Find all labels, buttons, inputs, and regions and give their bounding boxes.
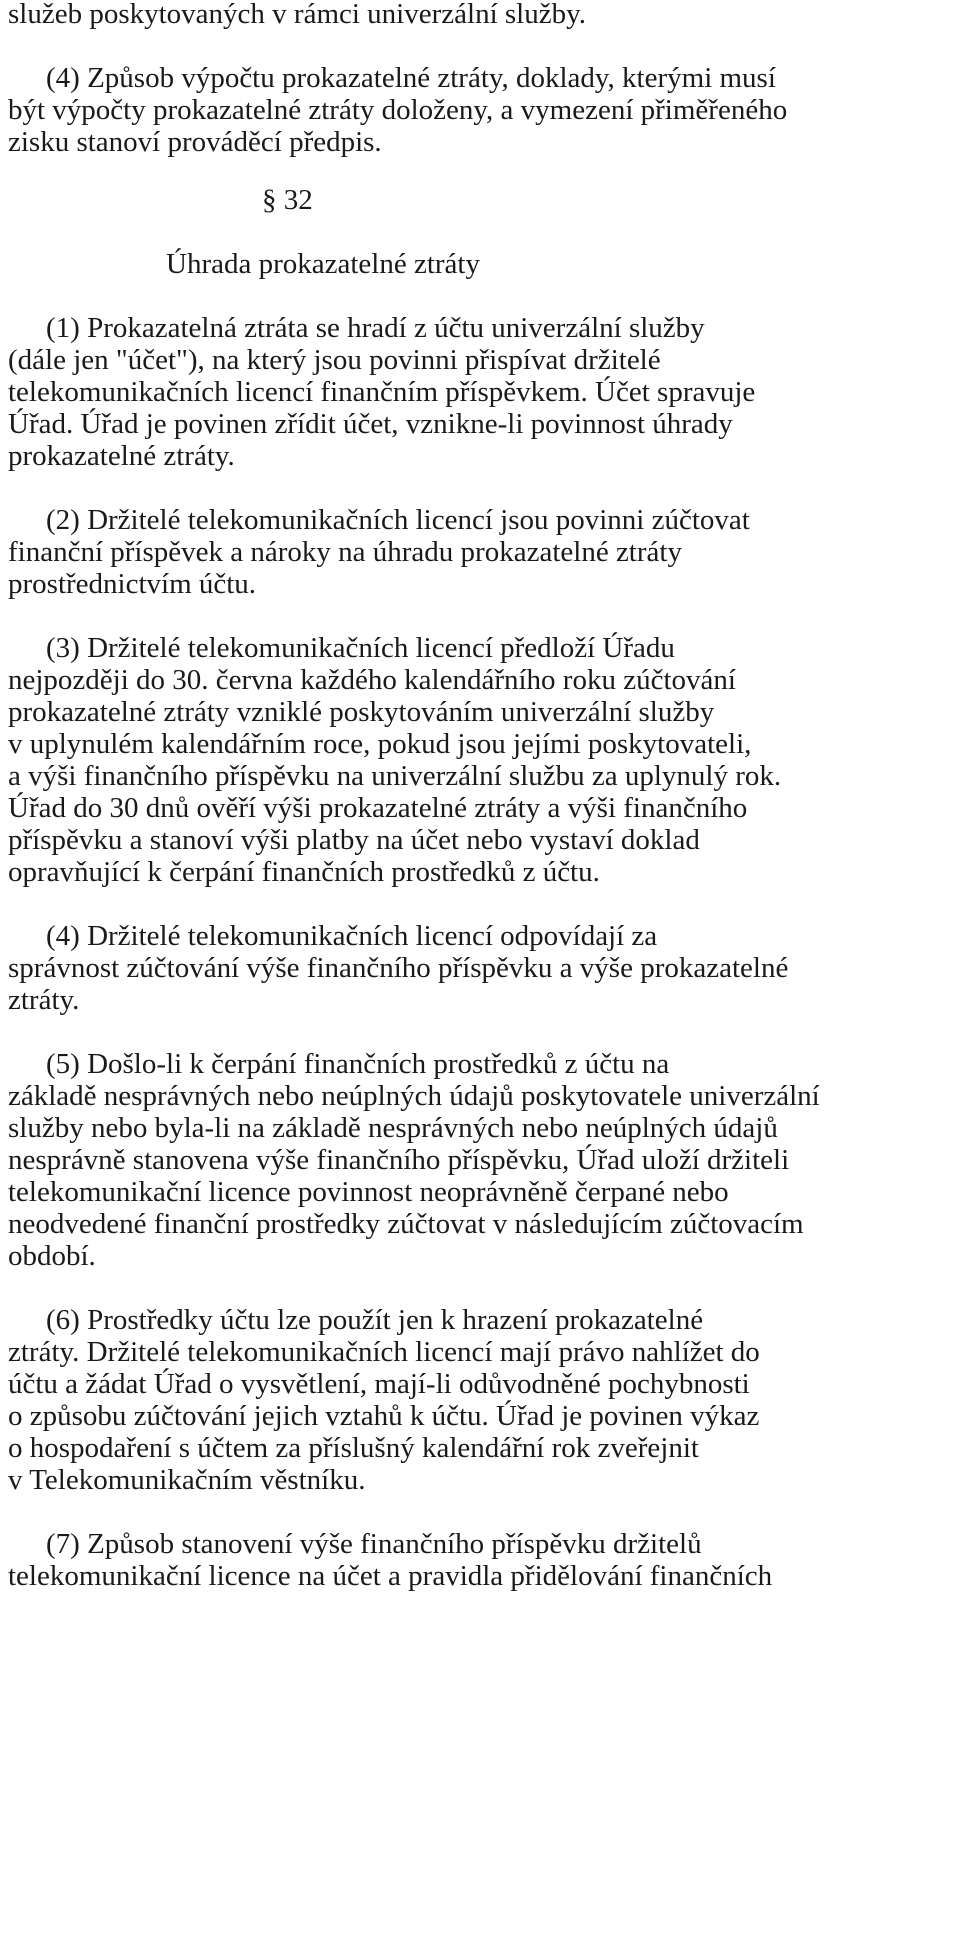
paragraph-3-line: opravňující k čerpání finančních prostředků z účtu. [8,856,600,888]
paragraph-1-line: prokazatelné ztráty. [8,440,235,472]
paragraph-5-line: základě nesprávných nebo neúplných údajů poskytovatele univerzální [8,1080,820,1112]
paragraph-6-line: o způsobu zúčtování jejich vztahů k účtu. Úřad je povinen výkaz [8,1400,760,1432]
paragraph-5-line: telekomunikační licence povinnost neoprávněně čerpané nebo [8,1176,729,1208]
paragraph-7-line: telekomunikační licence na účet a pravidla přidělování finančních [8,1560,773,1592]
paragraph-6-line: (6) Prostředky účtu lze použít jen k hrazení prokazatelné [46,1304,704,1336]
paragraph-6-line: v Telekomunikačním věstníku. [8,1464,366,1496]
intro-line: služeb poskytovaných v rámci univerzální služby. [8,0,586,30]
paragraph-5-line: nesprávně stanovena výše finančního příspěvku, Úřad uloží držiteli [8,1144,790,1176]
intro-line: být výpočty prokazatelné ztráty doloženy, a vymezení přiměřeného [8,94,788,126]
section-number: § 32 [262,184,313,216]
paragraph-1-line: (dále jen "účet"), na který jsou povinni přispívat držitelé [8,344,661,376]
paragraph-4-line: správnost zúčtování výše finančního příspěvku a výše prokazatelné [8,952,789,984]
paragraph-3-line: nejpozději do 30. června každého kalendářního roku zúčtování [8,664,736,696]
paragraph-1-line: (1) Prokazatelná ztráta se hradí z účtu univerzální služby [46,312,705,344]
paragraph-6-line: účtu a žádat Úřad o vysvětlení, mají-li odůvodněné pochybnosti [8,1368,750,1400]
section-title: Úhrada prokazatelné ztráty [166,248,480,280]
paragraph-4-line: ztráty. [8,984,80,1016]
paragraph-1-line: Úřad. Úřad je povinen zřídit účet, vznikne-li povinnost úhrady [8,408,733,440]
paragraph-5-line: (5) Došlo-li k čerpání finančních prostředků z účtu na [46,1048,670,1080]
paragraph-3-line: prokazatelné ztráty vzniklé poskytováním univerzální služby [8,696,715,728]
paragraph-3-line: v uplynulém kalendářním roce, pokud jsou jejími poskytovateli, [8,728,752,760]
paragraph-6-line: ztráty. Držitelé telekomunikačních licencí mají právo nahlížet do [8,1336,760,1368]
paragraph-5-line: neodvedené finanční prostředky zúčtovat v následujícím zúčtovacím [8,1208,804,1240]
paragraph-2-line: finanční příspěvek a nároky na úhradu prokazatelné ztráty [8,536,682,568]
paragraph-6-line: o hospodaření s účtem za příslušný kalendářní rok zveřejnit [8,1432,699,1464]
paragraph-5-line: období. [8,1240,96,1272]
paragraph-3-line: a výši finančního příspěvku na univerzální službu za uplynulý rok. [8,760,782,792]
intro-line: zisku stanoví prováděcí předpis. [8,126,382,158]
paragraph-5-line: služby nebo byla-li na základě nesprávných nebo neúplných údajů [8,1112,778,1144]
paragraph-3-line: (3) Držitelé telekomunikačních licencí předloží Úřadu [46,632,675,664]
paragraph-1-line: telekomunikačních licencí finančním příspěvkem. Účet spravuje [8,376,756,408]
paragraph-4-line: (4) Držitelé telekomunikačních licencí odpovídají za [46,920,658,952]
paragraph-2-line: (2) Držitelé telekomunikačních licencí jsou povinni zúčtovat [46,504,750,536]
paragraph-3-line: Úřad do 30 dnů ověří výši prokazatelné ztráty a výši finančního [8,792,748,824]
paragraph-7-line: (7) Způsob stanovení výše finančního příspěvku držitelů [46,1528,702,1560]
intro-line: (4) Způsob výpočtu prokazatelné ztráty, doklady, kterými musí [46,62,776,94]
paragraph-2-line: prostřednictvím účtu. [8,568,257,600]
paragraph-3-line: příspěvku a stanoví výši platby na účet nebo vystaví doklad [8,824,700,856]
